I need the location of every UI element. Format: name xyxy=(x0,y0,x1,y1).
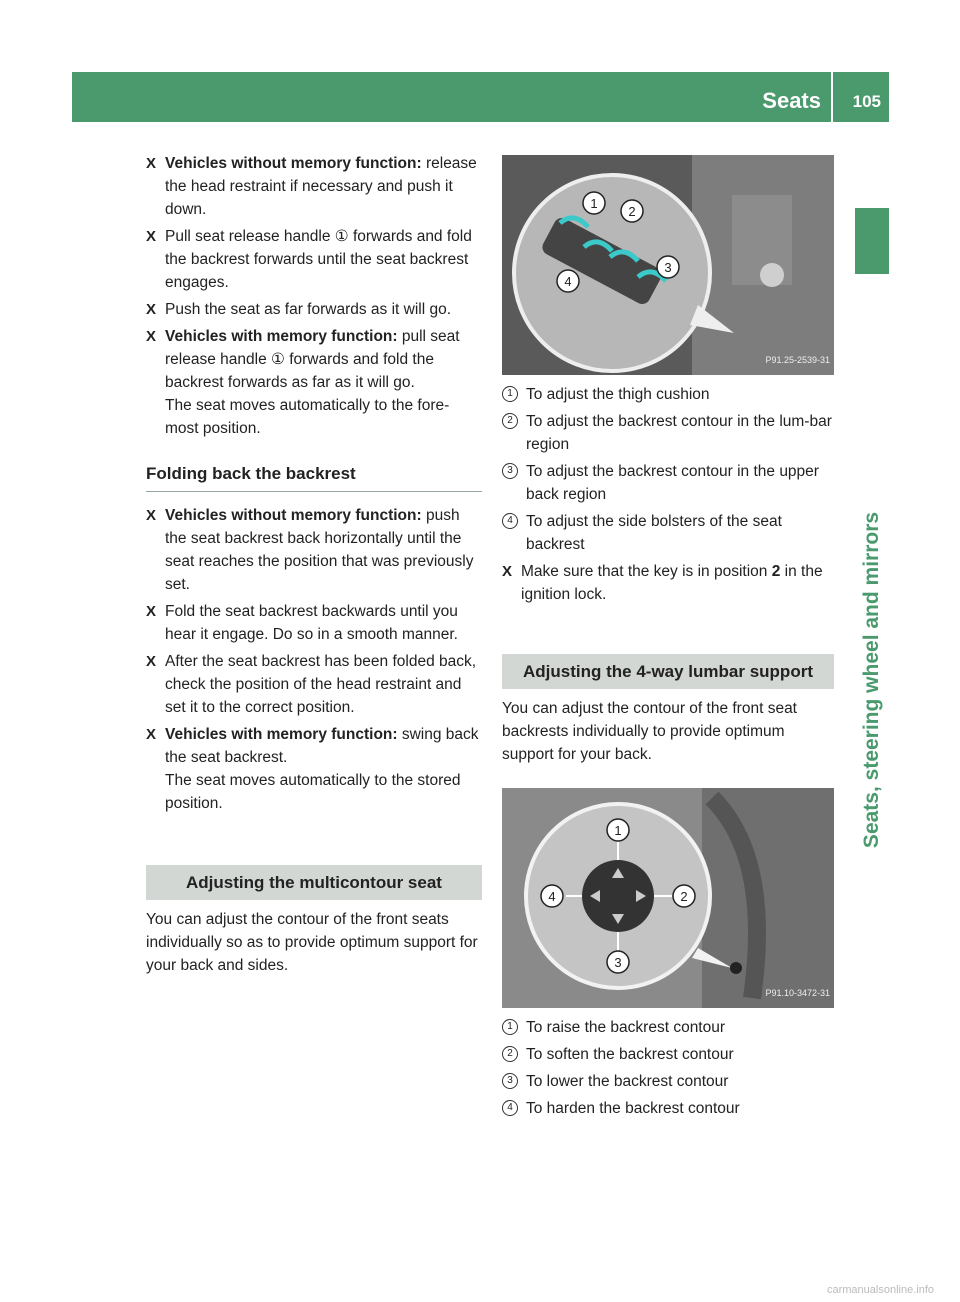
step-item: X Fold the seat backrest backwards until you hear it engage. Do so in a smooth manner. xyxy=(146,600,482,646)
svg-text:2: 2 xyxy=(680,889,688,904)
side-tab-marker xyxy=(855,208,889,274)
photo-lumbar-switch xyxy=(502,788,834,1008)
legend-item: 1 To adjust the thigh cushion xyxy=(502,383,834,406)
page-number: 105 xyxy=(852,92,881,111)
footer-watermark: carmanualsonline.info xyxy=(826,1284,934,1296)
legend-list-1 xyxy=(502,383,834,556)
callout-number-icon: 3 xyxy=(502,463,518,479)
step-item: X Vehicles without memory function: push the seat backrest back horizontally until the seat reaches the position that was previously set. xyxy=(146,504,482,596)
side-tab-label: Seats, steering wheel and mirrors xyxy=(860,511,883,849)
svg-text:2: 2 xyxy=(628,204,636,219)
svg-text:3: 3 xyxy=(664,260,672,275)
legend-item: 3 To lower the backrest contour xyxy=(502,1070,834,1093)
svg-text:4: 4 xyxy=(548,889,556,904)
left-column xyxy=(146,152,482,987)
callout-number-icon: 1 xyxy=(502,386,518,402)
step-item: X Push the seat as far forwards as it will go. xyxy=(146,298,482,321)
photo-code-1: P91.25-2539-31 xyxy=(765,355,830,365)
section-title-lumbar: Adjusting the 4-way lumbar support xyxy=(502,654,834,689)
svg-text:3: 3 xyxy=(614,955,622,970)
callout-number-icon: 1 xyxy=(502,1019,518,1035)
step-item: X Vehicles with memory function: pull seat release handle ① forwards and fold the backrest forwards as far as it will go. The seat moves automatically to the fore-most position. xyxy=(146,325,482,440)
callout-number-icon: 2 xyxy=(502,1046,518,1062)
section-paragraph-multicontour: You can adjust the contour of the front seats individually so as to provide optimum support for your back and sides. xyxy=(146,911,478,974)
legend-item: 1 To raise the backrest contour xyxy=(502,1016,834,1039)
step-item: X After the seat backrest has been folded back, check the position of the head restraint and set it to the correct position. xyxy=(146,650,482,719)
legend-item: 2 To adjust the backrest contour in the lum-bar region xyxy=(502,410,834,456)
section-paragraph-lumbar: You can adjust the contour of the front seat backrests individually to provide optimum support for your back. xyxy=(502,700,797,763)
steps-list-a xyxy=(146,152,482,440)
page-header xyxy=(72,72,889,122)
legend-item: 4 To harden the backrest contour xyxy=(502,1097,834,1120)
legend-list-2 xyxy=(502,1016,834,1120)
callout-number-icon: 4 xyxy=(502,513,518,529)
photo-seat-switch xyxy=(502,155,834,375)
subhead-folding-back: Folding back the backrest xyxy=(146,462,482,492)
legend-item: 4 To adjust the side bolsters of the seat backrest xyxy=(502,510,834,556)
svg-text:1: 1 xyxy=(614,823,622,838)
header-title: Seats xyxy=(762,88,821,113)
header-divider xyxy=(831,72,833,122)
steps-list-b xyxy=(146,504,482,815)
section-title-multicontour: Adjusting the multicontour seat xyxy=(146,865,482,900)
callout-number-icon: 3 xyxy=(502,1073,518,1089)
svg-text:4: 4 xyxy=(564,274,572,289)
right-column xyxy=(502,155,834,1124)
step-item: X Pull seat release handle ① forwards and fold the backrest forwards until the seat backrest engages. xyxy=(146,225,482,294)
callout-number-icon: 2 xyxy=(502,413,518,429)
step-item: X Vehicles without memory function: release the head restraint if necessary and push it down. xyxy=(146,152,482,221)
svg-text:1: 1 xyxy=(590,196,598,211)
step-key-position: X Make sure that the key is in position 2 in the ignition lock. xyxy=(502,560,834,606)
legend-item: 2 To soften the backrest contour xyxy=(502,1043,834,1066)
step-item: X Vehicles with memory function: swing back the seat backrest. The seat moves automatically to the stored position. xyxy=(146,723,482,815)
photo-code-2: P91.10-3472-31 xyxy=(765,988,830,998)
legend-item: 3 To adjust the backrest contour in the upper back region xyxy=(502,460,834,506)
callout-number-icon: 4 xyxy=(502,1100,518,1116)
